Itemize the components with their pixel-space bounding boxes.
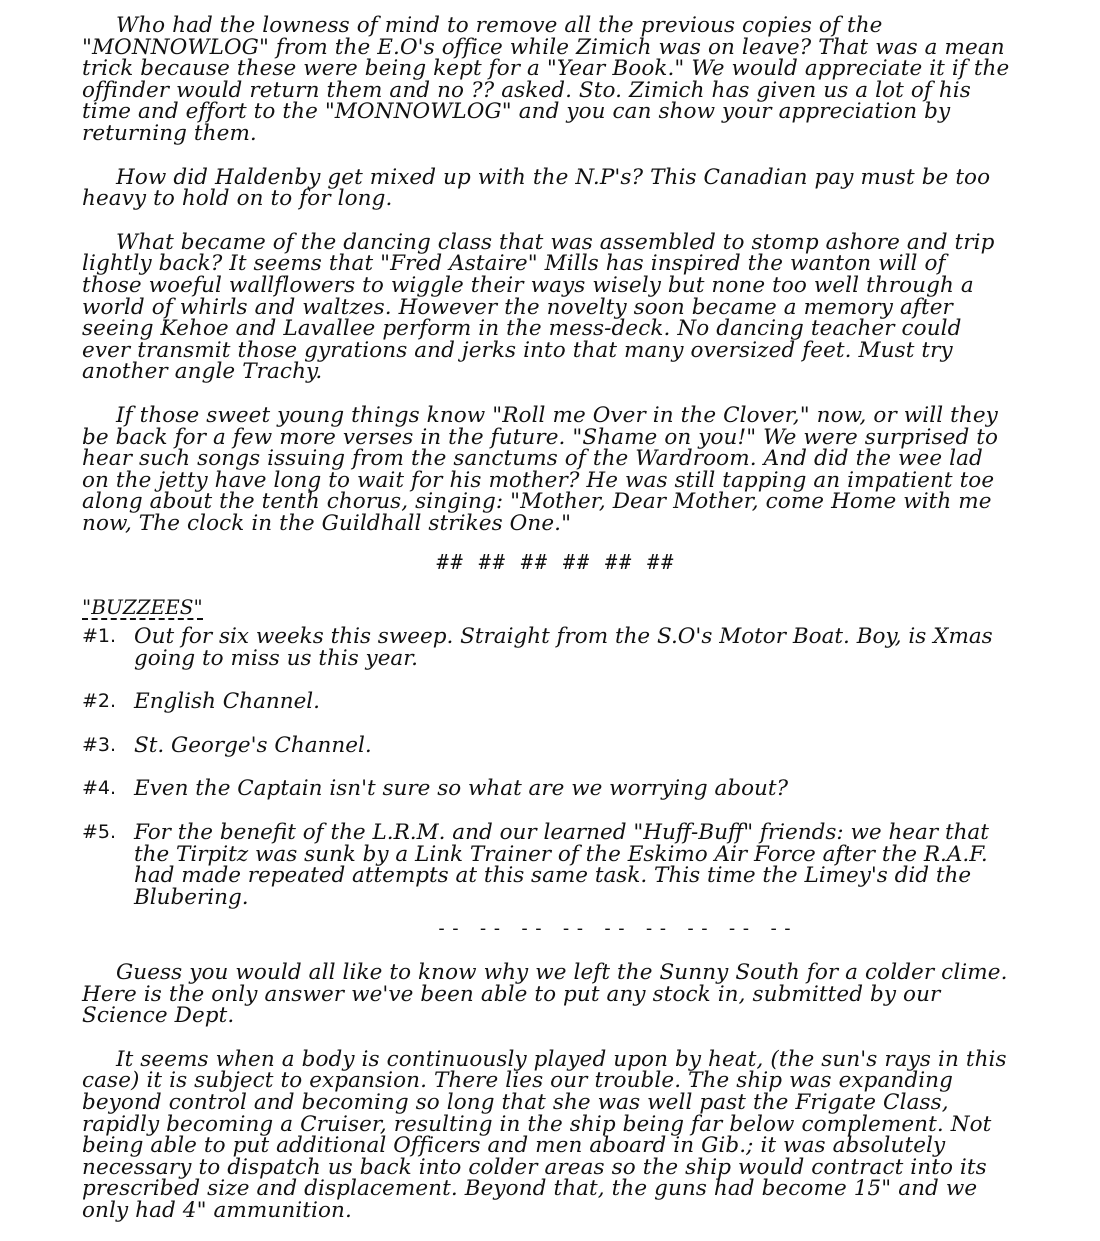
buzzee-text: For the benefit of the L.R.M. and our learned "Huff-Buff" friends: we hear that the Tirpitz was sunk by a Link Trainer of the Eskimo Air Force after the R.A.F. had made repeated attempts at this same task. This time the Limey's did the Blubering. [134, 820, 989, 910]
buzzees-heading: "BUZZEES" [82, 595, 203, 620]
buzzee-number: #3. [82, 733, 117, 756]
buzzee-number: #4. [82, 777, 117, 800]
dash-separator: -- -- -- -- -- -- -- -- -- [436, 918, 796, 940]
buzzee-number: #2. [82, 690, 117, 713]
hash-separator: ## ## ## ## ## ## [436, 550, 676, 575]
paragraph-expansion: It seems when a body is continuously played upon by heat, (the sun's rays in this case) it is subject to expansion. There lies our trouble. The ship was expanding beyond control and becoming so long that she was well past the Frigate Class, rapidly becoming a Cruiser, resulting in the ship being far below complement. Not being able to put additional Officers and men aboard in Gib.; it was absolutely necessary to dispatch us back into colder areas so the ship would contract into its prescribed size and displacement. Beyond that, the guns had become 15" and we only had 4" ammunition. [82, 1046, 1007, 1223]
buzzee-text: Even the Captain isn't sure so what are we worrying about? [134, 776, 789, 802]
buzzee-item [82, 691, 1010, 713]
buzzee-item [82, 626, 1010, 669]
buzzee-number: #1. [82, 625, 117, 648]
buzzee-item [82, 822, 1010, 908]
paragraph-sunny-south: Guess you would all like to know why we left the Sunny South for a colder clime. Here is the only answer we've been able to put any stock in, submitted by our Science Dept. [82, 960, 1008, 1029]
paragraph-haldenby: How did Haldenby get mixed up with the N.P's? This Canadian pay must be too heavy to hold on to for long. [82, 164, 991, 212]
paragraph-monnowlog-copies: Who had the lowness of mind to remove all the previous copies of the "MONNOWLOG" from the E.O's office while Zimich was on leave? That was a mean trick because these were being kept for a "Year Book." We would appreciate it if the offinder would return them and no ?? asked. Sto. Zimich has given us a lot of his time and effort to the "MONNOWLOG" and you can show your appreciation by returning them. [82, 13, 1010, 146]
buzzee-item [82, 778, 1010, 800]
buzzee-number: #5. [82, 821, 117, 844]
buzzee-text: St. George's Channel. [134, 732, 372, 758]
document-page [82, 15, 1010, 1222]
paragraph-dancing-class: What became of the dancing class that was assembled to stomp ashore and trip lightly back? It seems that "Fred Astaire" Mills has inspired the wanton will of those woeful wallflowers to wiggle their ways wisely but none too well through a world of whirls and waltzes. However the novelty soon became a memory after seeing Kehoe and Lavallee perform in the mess-deck. No dancing teacher could ever transmit those gyrations and jerks into that many oversized feet. Must try another angle Trachy. [82, 229, 995, 385]
buzzee-item [82, 732, 1010, 758]
buzzee-text: English Channel. [134, 689, 321, 715]
paragraph-sweet-young-things: If those sweet young things know "Roll me Over in the Clover," now, or will they be back for a few more verses in the future. "Shame on you!" We were surprised to hear such songs issuing from the sanctums of the Wardroom. And did the wee lad on the jetty have long to wait for his mother? He was still tapping an impatient toe along about the tenth chorus, singing: "Mother, Dear Mother, come Home with me now, The clock in the Guildhall strikes One." [82, 402, 999, 536]
buzzee-text: Out for six weeks this sweep. Straight from the S.O's Motor Boat. Boy, is Xmas going to miss us this year. [134, 624, 993, 671]
